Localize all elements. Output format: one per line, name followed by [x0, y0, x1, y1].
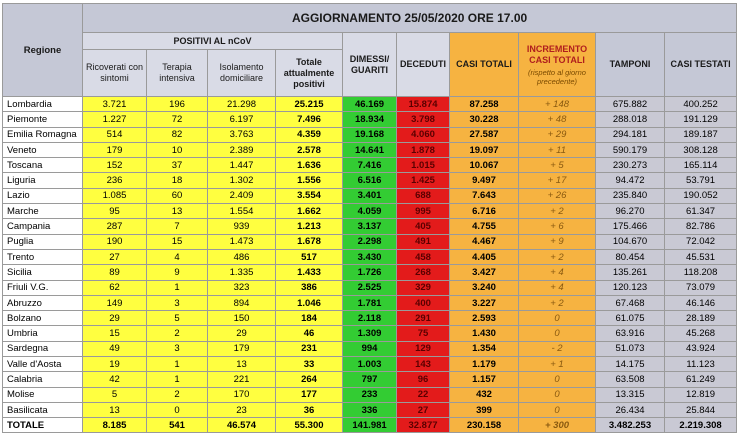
header-incremento [519, 33, 596, 97]
cell-deceduti: 22 [397, 387, 450, 402]
cell-terapia: 196 [147, 97, 208, 112]
cell-region: Campania [3, 219, 83, 234]
cell-dimessi: 19.168 [343, 127, 397, 142]
cell-dimessi: 2.525 [343, 280, 397, 295]
cell-isolamento: 1.447 [208, 158, 276, 173]
cell-incremento: + 29 [519, 127, 596, 142]
cell-ricoverati: 19 [83, 357, 147, 372]
cell-totale-positivi: 386 [276, 280, 343, 295]
cell-deceduti: 1.015 [397, 158, 450, 173]
cell-ricoverati: 15 [83, 326, 147, 341]
table-row [3, 249, 737, 264]
cell-isolamento: 1.302 [208, 173, 276, 188]
cell-ricoverati: 236 [83, 173, 147, 188]
cell-isolamento: 1.473 [208, 234, 276, 249]
cell-totale-positivi: 1.556 [276, 173, 343, 188]
cell-dimessi: 1.003 [343, 357, 397, 372]
cell-region: Sicilia [3, 265, 83, 280]
cell-isolamento: 1.335 [208, 265, 276, 280]
cell-region: Friuli V.G. [3, 280, 83, 295]
cell-totale-positivi: 36 [276, 402, 343, 417]
cell-tamponi: 175.466 [596, 219, 665, 234]
cell-casi-totali: 4.467 [450, 234, 519, 249]
cell-casi-testati: 28.189 [665, 311, 737, 326]
cell-incremento: + 6 [519, 219, 596, 234]
cell-casi-testati: 308.128 [665, 142, 737, 157]
cell-casi-totali: 3.227 [450, 295, 519, 310]
cell-incremento: + 1 [519, 357, 596, 372]
cell-deceduti: 1.425 [397, 173, 450, 188]
cell-region: Abruzzo [3, 295, 83, 310]
total-totale-positivi: 55.300 [276, 418, 343, 433]
cell-tamponi: 14.175 [596, 357, 665, 372]
cell-ricoverati: 29 [83, 311, 147, 326]
cell-ricoverati: 1.227 [83, 112, 147, 127]
total-casi-testati: 2.219.308 [665, 418, 737, 433]
cell-terapia: 7 [147, 219, 208, 234]
cell-dimessi: 18.934 [343, 112, 397, 127]
table-row [3, 219, 737, 234]
cell-casi-testati: 191.129 [665, 112, 737, 127]
cell-isolamento: 894 [208, 295, 276, 310]
total-dimessi: 141.981 [343, 418, 397, 433]
cell-casi-totali: 4.755 [450, 219, 519, 234]
cell-dimessi: 1.781 [343, 295, 397, 310]
cell-incremento: + 2 [519, 249, 596, 264]
cell-tamponi: 80.454 [596, 249, 665, 264]
cell-incremento: 0 [519, 372, 596, 387]
cell-terapia: 3 [147, 341, 208, 356]
cell-isolamento: 179 [208, 341, 276, 356]
cell-terapia: 72 [147, 112, 208, 127]
cell-dimessi: 7.416 [343, 158, 397, 173]
header-deceduti: DECEDUTI [397, 33, 450, 97]
cell-dimessi: 233 [343, 387, 397, 402]
cell-incremento: + 4 [519, 265, 596, 280]
cell-casi-totali: 1.179 [450, 357, 519, 372]
cell-ricoverati: 95 [83, 204, 147, 219]
table-row [3, 387, 737, 402]
cell-terapia: 5 [147, 311, 208, 326]
header-regione: Regione [3, 4, 83, 97]
cell-tamponi: 235.840 [596, 188, 665, 203]
header-dimessi: DIMESSI/ GUARITI [343, 33, 397, 97]
cell-incremento: + 4 [519, 280, 596, 295]
cell-terapia: 1 [147, 357, 208, 372]
cell-terapia: 0 [147, 402, 208, 417]
cell-isolamento: 323 [208, 280, 276, 295]
cell-casi-totali: 1.157 [450, 372, 519, 387]
cell-ricoverati: 89 [83, 265, 147, 280]
cell-casi-totali: 9.497 [450, 173, 519, 188]
cell-terapia: 2 [147, 387, 208, 402]
cell-dimessi: 3.137 [343, 219, 397, 234]
cell-tamponi: 13.315 [596, 387, 665, 402]
cell-terapia: 18 [147, 173, 208, 188]
cell-ricoverati: 514 [83, 127, 147, 142]
cell-casi-totali: 19.097 [450, 142, 519, 157]
header-ricoverati: Ricoverati con sintomi [83, 50, 147, 97]
cell-isolamento: 939 [208, 219, 276, 234]
table-row [3, 97, 737, 112]
cell-isolamento: 13 [208, 357, 276, 372]
cell-ricoverati: 3.721 [83, 97, 147, 112]
cell-dimessi: 1.309 [343, 326, 397, 341]
cell-deceduti: 4.060 [397, 127, 450, 142]
cell-dimessi: 3.430 [343, 249, 397, 264]
cell-incremento: + 48 [519, 112, 596, 127]
cell-deceduti: 27 [397, 402, 450, 417]
cell-terapia: 10 [147, 142, 208, 157]
cell-dimessi: 994 [343, 341, 397, 356]
cell-incremento: - 2 [519, 341, 596, 356]
cell-ricoverati: 27 [83, 249, 147, 264]
cell-casi-testati: 45.268 [665, 326, 737, 341]
cell-region: Puglia [3, 234, 83, 249]
table-row [3, 402, 737, 417]
cell-deceduti: 405 [397, 219, 450, 234]
cell-totale-positivi: 1.433 [276, 265, 343, 280]
total-deceduti: 32.877 [397, 418, 450, 433]
cell-region: Lombardia [3, 97, 83, 112]
cell-region: Molise [3, 387, 83, 402]
cell-totale-positivi: 1.662 [276, 204, 343, 219]
table-row [3, 280, 737, 295]
cell-dimessi: 2.298 [343, 234, 397, 249]
cell-dimessi: 2.118 [343, 311, 397, 326]
cell-tamponi: 294.181 [596, 127, 665, 142]
cell-terapia: 37 [147, 158, 208, 173]
cell-terapia: 1 [147, 372, 208, 387]
cell-region: Bolzano [3, 311, 83, 326]
total-region: TOTALE [3, 418, 83, 433]
cell-region: Veneto [3, 142, 83, 157]
cell-dimessi: 3.401 [343, 188, 397, 203]
cell-tamponi: 61.075 [596, 311, 665, 326]
header-positivi: POSITIVI AL nCoV [83, 33, 343, 50]
cell-isolamento: 221 [208, 372, 276, 387]
cell-casi-testati: 45.531 [665, 249, 737, 264]
cell-totale-positivi: 264 [276, 372, 343, 387]
cell-incremento: 0 [519, 402, 596, 417]
cell-casi-totali: 10.067 [450, 158, 519, 173]
cell-totale-positivi: 25.215 [276, 97, 343, 112]
cell-incremento: + 11 [519, 142, 596, 157]
cell-casi-totali: 2.593 [450, 311, 519, 326]
cell-totale-positivi: 7.496 [276, 112, 343, 127]
cell-totale-positivi: 2.578 [276, 142, 343, 157]
cell-region: Calabria [3, 372, 83, 387]
cell-ricoverati: 62 [83, 280, 147, 295]
cell-casi-testati: 189.187 [665, 127, 737, 142]
cell-deceduti: 995 [397, 204, 450, 219]
cell-tamponi: 590.179 [596, 142, 665, 157]
cell-ricoverati: 179 [83, 142, 147, 157]
cell-incremento: + 2 [519, 295, 596, 310]
cell-region: Basilicata [3, 402, 83, 417]
cell-casi-totali: 27.587 [450, 127, 519, 142]
cell-isolamento: 150 [208, 311, 276, 326]
table-row [3, 158, 737, 173]
cell-ricoverati: 287 [83, 219, 147, 234]
cell-totale-positivi: 1.678 [276, 234, 343, 249]
cell-ricoverati: 49 [83, 341, 147, 356]
cell-ricoverati: 149 [83, 295, 147, 310]
cell-casi-testati: 53.791 [665, 173, 737, 188]
table-row [3, 188, 737, 203]
cell-casi-testati: 11.123 [665, 357, 737, 372]
cell-incremento: 0 [519, 326, 596, 341]
total-terapia: 541 [147, 418, 208, 433]
cell-region: Piemonte [3, 112, 83, 127]
cell-casi-totali: 6.716 [450, 204, 519, 219]
cell-region: Sardegna [3, 341, 83, 356]
cell-deceduti: 400 [397, 295, 450, 310]
cell-tamponi: 230.273 [596, 158, 665, 173]
cell-casi-testati: 72.042 [665, 234, 737, 249]
cell-isolamento: 1.554 [208, 204, 276, 219]
table-body [3, 97, 737, 433]
cell-tamponi: 135.261 [596, 265, 665, 280]
total-ricoverati: 8.185 [83, 418, 147, 433]
cell-totale-positivi: 517 [276, 249, 343, 264]
cell-tamponi: 288.018 [596, 112, 665, 127]
cell-deceduti: 96 [397, 372, 450, 387]
cell-tamponi: 96.270 [596, 204, 665, 219]
cell-totale-positivi: 1.046 [276, 295, 343, 310]
cell-totale-positivi: 46 [276, 326, 343, 341]
cell-deceduti: 129 [397, 341, 450, 356]
cell-isolamento: 23 [208, 402, 276, 417]
cell-deceduti: 688 [397, 188, 450, 203]
total-isolamento: 46.574 [208, 418, 276, 433]
header-incremento-subtitle: (rispetto al giorno precedente) [528, 67, 586, 86]
table-row [3, 372, 737, 387]
cell-deceduti: 143 [397, 357, 450, 372]
cell-terapia: 60 [147, 188, 208, 203]
cell-tamponi: 104.670 [596, 234, 665, 249]
covid-table [2, 3, 737, 433]
cell-terapia: 1 [147, 280, 208, 295]
cell-tamponi: 63.508 [596, 372, 665, 387]
cell-ricoverati: 152 [83, 158, 147, 173]
cell-casi-totali: 7.643 [450, 188, 519, 203]
cell-casi-totali: 432 [450, 387, 519, 402]
cell-deceduti: 3.798 [397, 112, 450, 127]
cell-region: Emilia Romagna [3, 127, 83, 142]
cell-totale-positivi: 33 [276, 357, 343, 372]
cell-casi-testati: 43.924 [665, 341, 737, 356]
table-row [3, 311, 737, 326]
cell-deceduti: 491 [397, 234, 450, 249]
header-casi-testati: CASI TESTATI [665, 33, 737, 97]
header-tamponi: TAMPONI [596, 33, 665, 97]
cell-casi-totali: 1.430 [450, 326, 519, 341]
cell-region: Marche [3, 204, 83, 219]
cell-ricoverati: 42 [83, 372, 147, 387]
cell-totale-positivi: 4.359 [276, 127, 343, 142]
cell-incremento: + 26 [519, 188, 596, 203]
cell-isolamento: 6.197 [208, 112, 276, 127]
cell-incremento: + 148 [519, 97, 596, 112]
cell-totale-positivi: 184 [276, 311, 343, 326]
cell-deceduti: 268 [397, 265, 450, 280]
cell-dimessi: 4.059 [343, 204, 397, 219]
total-row [3, 418, 737, 433]
table-row [3, 326, 737, 341]
cell-casi-totali: 3.240 [450, 280, 519, 295]
total-incremento: + 300 [519, 418, 596, 433]
table-row [3, 142, 737, 157]
cell-casi-totali: 3.427 [450, 265, 519, 280]
cell-tamponi: 63.916 [596, 326, 665, 341]
cell-tamponi: 120.123 [596, 280, 665, 295]
cell-deceduti: 291 [397, 311, 450, 326]
cell-isolamento: 21.298 [208, 97, 276, 112]
cell-incremento: 0 [519, 311, 596, 326]
cell-totale-positivi: 3.554 [276, 188, 343, 203]
cell-tamponi: 26.434 [596, 402, 665, 417]
cell-casi-testati: 61.347 [665, 204, 737, 219]
cell-terapia: 4 [147, 249, 208, 264]
table-row [3, 127, 737, 142]
cell-casi-totali: 30.228 [450, 112, 519, 127]
cell-casi-testati: 165.114 [665, 158, 737, 173]
cell-isolamento: 2.389 [208, 142, 276, 157]
cell-tamponi: 675.882 [596, 97, 665, 112]
cell-casi-testati: 46.146 [665, 295, 737, 310]
cell-tamponi: 51.073 [596, 341, 665, 356]
table-row [3, 265, 737, 280]
cell-terapia: 2 [147, 326, 208, 341]
cell-dimessi: 336 [343, 402, 397, 417]
cell-dimessi: 6.516 [343, 173, 397, 188]
cell-dimessi: 14.641 [343, 142, 397, 157]
header-isolamento: Isolamento domiciliare [208, 50, 276, 97]
cell-terapia: 15 [147, 234, 208, 249]
cell-totale-positivi: 1.636 [276, 158, 343, 173]
cell-casi-testati: 25.844 [665, 402, 737, 417]
header-incremento-title: INCREMENTO CASI TOTALI [526, 43, 588, 65]
table-row [3, 204, 737, 219]
cell-incremento: 0 [519, 387, 596, 402]
cell-totale-positivi: 177 [276, 387, 343, 402]
cell-totale-positivi: 1.213 [276, 219, 343, 234]
table-row [3, 234, 737, 249]
cell-tamponi: 67.468 [596, 295, 665, 310]
cell-casi-testati: 118.208 [665, 265, 737, 280]
cell-terapia: 82 [147, 127, 208, 142]
table-row [3, 341, 737, 356]
table-row [3, 112, 737, 127]
cell-deceduti: 458 [397, 249, 450, 264]
header-totale-positivi: Totale attualmente positivi [276, 50, 343, 97]
table-row [3, 357, 737, 372]
table-row [3, 173, 737, 188]
cell-casi-totali: 87.258 [450, 97, 519, 112]
cell-region: Lazio [3, 188, 83, 203]
page-title: AGGIORNAMENTO 25/05/2020 ORE 17.00 [83, 4, 737, 33]
header-terapia: Terapia intensiva [147, 50, 208, 97]
cell-dimessi: 1.726 [343, 265, 397, 280]
cell-casi-testati: 61.249 [665, 372, 737, 387]
cell-dimessi: 46.169 [343, 97, 397, 112]
cell-incremento: + 9 [519, 234, 596, 249]
cell-isolamento: 29 [208, 326, 276, 341]
cell-casi-testati: 12.819 [665, 387, 737, 402]
cell-isolamento: 3.763 [208, 127, 276, 142]
cell-isolamento: 170 [208, 387, 276, 402]
cell-casi-totali: 4.405 [450, 249, 519, 264]
cell-casi-testati: 400.252 [665, 97, 737, 112]
cell-terapia: 9 [147, 265, 208, 280]
cell-ricoverati: 5 [83, 387, 147, 402]
cell-incremento: + 17 [519, 173, 596, 188]
cell-isolamento: 2.409 [208, 188, 276, 203]
cell-region: Valle d'Aosta [3, 357, 83, 372]
cell-region: Trento [3, 249, 83, 264]
cell-totale-positivi: 231 [276, 341, 343, 356]
cell-region: Umbria [3, 326, 83, 341]
cell-deceduti: 329 [397, 280, 450, 295]
cell-terapia: 13 [147, 204, 208, 219]
cell-ricoverati: 190 [83, 234, 147, 249]
cell-region: Liguria [3, 173, 83, 188]
cell-deceduti: 1.878 [397, 142, 450, 157]
cell-incremento: + 2 [519, 204, 596, 219]
header-casi-totali: CASI TOTALI [450, 33, 519, 97]
cell-deceduti: 15.874 [397, 97, 450, 112]
cell-casi-testati: 82.786 [665, 219, 737, 234]
cell-isolamento: 486 [208, 249, 276, 264]
cell-casi-testati: 73.079 [665, 280, 737, 295]
total-tamponi: 3.482.253 [596, 418, 665, 433]
cell-ricoverati: 13 [83, 402, 147, 417]
cell-ricoverati: 1.085 [83, 188, 147, 203]
cell-dimessi: 797 [343, 372, 397, 387]
cell-tamponi: 94.472 [596, 173, 665, 188]
cell-incremento: + 5 [519, 158, 596, 173]
cell-deceduti: 75 [397, 326, 450, 341]
total-casi-totali: 230.158 [450, 418, 519, 433]
cell-terapia: 3 [147, 295, 208, 310]
table-row [3, 295, 737, 310]
cell-casi-totali: 1.354 [450, 341, 519, 356]
cell-casi-testati: 190.052 [665, 188, 737, 203]
cell-casi-totali: 399 [450, 402, 519, 417]
cell-region: Toscana [3, 158, 83, 173]
